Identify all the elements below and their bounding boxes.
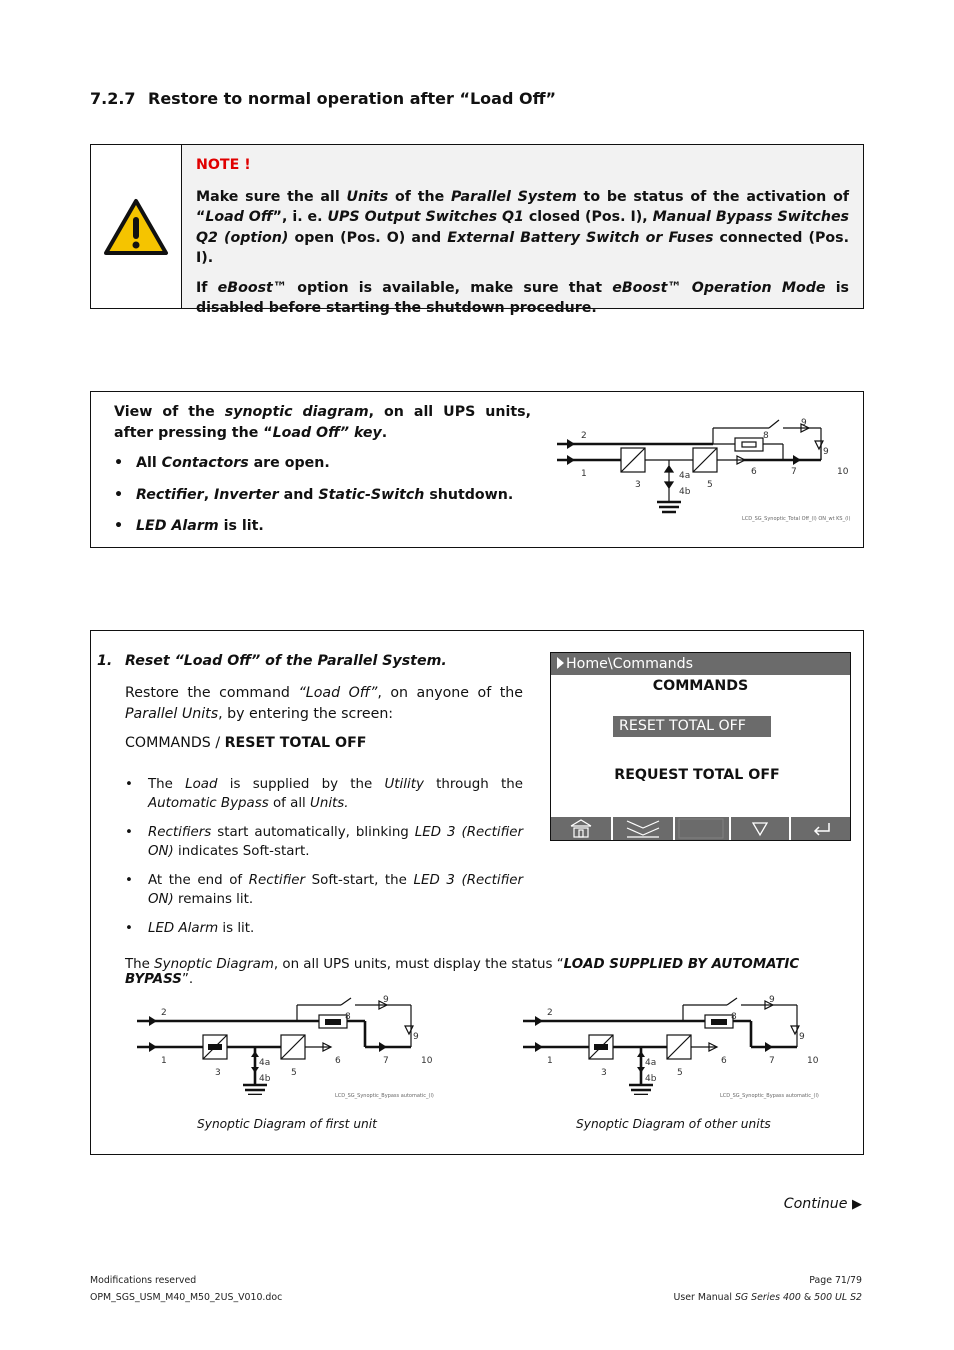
svg-text:9: 9 <box>823 447 829 457</box>
list-item: • At the end of Rectifier Soft-start, the LED 3 (Rectifier ON) remains lit. <box>125 871 523 909</box>
status-line: The Synoptic Diagram, on all UPS units, must display the status “LOAD SUPPLIED BY AUTOMATIC BYPASS”. <box>125 957 800 987</box>
step-title-text: Reset “Load Off” of the Parallel System. <box>125 653 447 669</box>
scroll-down-key-icon[interactable] <box>613 817 673 840</box>
svg-text:6: 6 <box>721 1056 727 1066</box>
step-paragraph: Restore the command “Load Off”, on anyone of the Parallel Units, by entering the screen: <box>125 685 523 722</box>
svg-text:9: 9 <box>383 995 389 1005</box>
lcd-menu-item-request-total-off[interactable]: REQUEST TOTAL OFF <box>614 767 780 783</box>
list-item: • LED Alarm is lit. <box>125 919 523 938</box>
svg-text:9: 9 <box>799 1032 805 1042</box>
svg-text:4b: 4b <box>679 487 691 497</box>
triangle-right-icon <box>557 657 564 669</box>
step-title <box>97 653 447 669</box>
step-number: 1. <box>97 653 113 669</box>
list-item: • All Contactors are open. <box>114 453 531 474</box>
caption-first-unit: Synoptic Diagram of first unit <box>197 1117 377 1131</box>
command-path <box>125 733 523 754</box>
svg-text:4a: 4a <box>645 1058 657 1068</box>
list-item: • The Load is supplied by the Utility through the Automatic Bypass of all Units. <box>125 775 523 813</box>
diagram-file-label: LCD_SG_Synoptic_Bypass automatic_(l) <box>720 1093 819 1099</box>
svg-text:2: 2 <box>547 1008 553 1018</box>
diagram-file-label: LCD_SG_Synoptic_Bypass automatic_(l) <box>335 1093 434 1099</box>
svg-text:6: 6 <box>335 1056 341 1066</box>
load-off-bullets <box>114 453 531 537</box>
svg-text:4b: 4b <box>645 1074 657 1084</box>
svg-text:4a: 4a <box>679 471 691 481</box>
note-paragraph-2: If eBoost™ option is available, make sure that eBoost™ Operation Mode is disabled before starting the shutdown procedure. <box>196 279 849 316</box>
footer-left-2: OPM_SGS_USM_M40_M50_2US_V010.doc <box>90 1292 283 1303</box>
warning-triangle-icon <box>91 145 181 308</box>
continue-label <box>784 1196 862 1212</box>
list-item: • LED Alarm is lit. <box>114 516 531 537</box>
note-box <box>90 144 864 316</box>
svg-text:9: 9 <box>801 418 807 428</box>
svg-text:4b: 4b <box>259 1074 271 1084</box>
load-off-state-box <box>90 391 864 548</box>
svg-text:6: 6 <box>751 467 757 477</box>
lcd-key-bar <box>551 817 850 840</box>
svg-text:5: 5 <box>707 480 713 490</box>
svg-text:10: 10 <box>421 1056 433 1066</box>
svg-text:7: 7 <box>769 1056 775 1066</box>
list-item: • Rectifiers start automatically, blinking LED 3 (Rectifier ON) indicates Soft-start. <box>125 823 523 861</box>
lcd-display <box>550 652 851 841</box>
step-bullets <box>125 775 523 948</box>
caption-other-units: Synoptic Diagram of other units <box>576 1117 771 1131</box>
synoptic-diagram-first-unit <box>135 995 445 1095</box>
note-heading: NOTE ! <box>196 157 251 173</box>
svg-text:7: 7 <box>383 1056 389 1066</box>
section-heading <box>90 89 556 108</box>
svg-text:3: 3 <box>601 1068 607 1078</box>
lcd-menu-item-reset-total-off[interactable]: RESET TOTAL OFF <box>613 716 771 737</box>
lcd-breadcrumb: Home\Commands <box>566 656 693 672</box>
svg-text:3: 3 <box>215 1068 221 1078</box>
lcd-title: COMMANDS <box>652 678 749 694</box>
note-icon-cell <box>91 145 182 308</box>
command-path-target: RESET TOTAL OFF <box>224 735 367 751</box>
list-item: • Rectifier, Inverter and Static-Switch shutdown. <box>114 485 531 506</box>
down-arrow-key-icon[interactable] <box>731 817 789 840</box>
footer-manual-series: SG Series 400 <box>734 1292 801 1303</box>
step-body <box>125 683 523 754</box>
load-off-text <box>114 402 531 548</box>
svg-text:1: 1 <box>547 1056 553 1066</box>
footer-manual-amp: & <box>800 1292 815 1303</box>
svg-text:8: 8 <box>731 1012 737 1022</box>
synoptic-diagram-other-units <box>521 995 831 1095</box>
footer-manual-model: 500 UL S2 <box>814 1292 862 1303</box>
svg-text:5: 5 <box>291 1068 297 1078</box>
continue-text: Continue <box>783 1196 848 1212</box>
lcd-breadcrumb-bar <box>551 653 850 675</box>
play-arrow-icon: ▶ <box>852 1197 862 1212</box>
footer-manual-prefix: User Manual <box>673 1292 735 1303</box>
load-off-intro: View of the synoptic diagram, on all UPS units, after pressing the “Load Off” key. <box>114 404 531 441</box>
command-path-prefix: COMMANDS / <box>125 735 225 751</box>
svg-text:9: 9 <box>413 1032 419 1042</box>
svg-text:10: 10 <box>807 1056 819 1066</box>
svg-text:10: 10 <box>837 467 849 477</box>
section-number: 7.2.7 <box>90 89 136 108</box>
svg-text:4a: 4a <box>259 1058 271 1068</box>
blank-key[interactable] <box>675 817 727 840</box>
note-paragraph-1: Make sure the all Units of the Parallel System to be status of the activation of “Load Off”, i. e. UPS Output Switches Q1 closed (Pos. I), Manual Bypass Switches Q2 (option) open (Pos. O) and External Battery Switch or Fuses connected (Pos. I). <box>196 188 850 266</box>
diagram-file-label: LCD_SG_Synoptic_Total Off_(l) ON_wt KS_(l) <box>742 516 851 522</box>
home-key-icon[interactable] <box>551 817 611 840</box>
note-body <box>182 145 863 316</box>
svg-text:2: 2 <box>581 431 587 441</box>
svg-text:1: 1 <box>161 1056 167 1066</box>
svg-text:8: 8 <box>763 431 769 441</box>
footer-page: Page 71/79 <box>809 1275 862 1286</box>
svg-text:5: 5 <box>677 1068 683 1078</box>
footer-left-1: Modifications reserved <box>90 1275 197 1286</box>
svg-text:7: 7 <box>791 467 797 477</box>
footer-manual <box>674 1292 862 1303</box>
svg-text:1: 1 <box>581 469 587 479</box>
svg-text:9: 9 <box>769 995 775 1005</box>
section-title: Restore to normal operation after “Load Off” <box>148 89 557 108</box>
svg-text:2: 2 <box>161 1008 167 1018</box>
synoptic-diagram-load-off <box>553 414 858 522</box>
svg-text:8: 8 <box>345 1012 351 1022</box>
enter-key-icon[interactable] <box>791 817 850 840</box>
svg-text:3: 3 <box>635 480 641 490</box>
